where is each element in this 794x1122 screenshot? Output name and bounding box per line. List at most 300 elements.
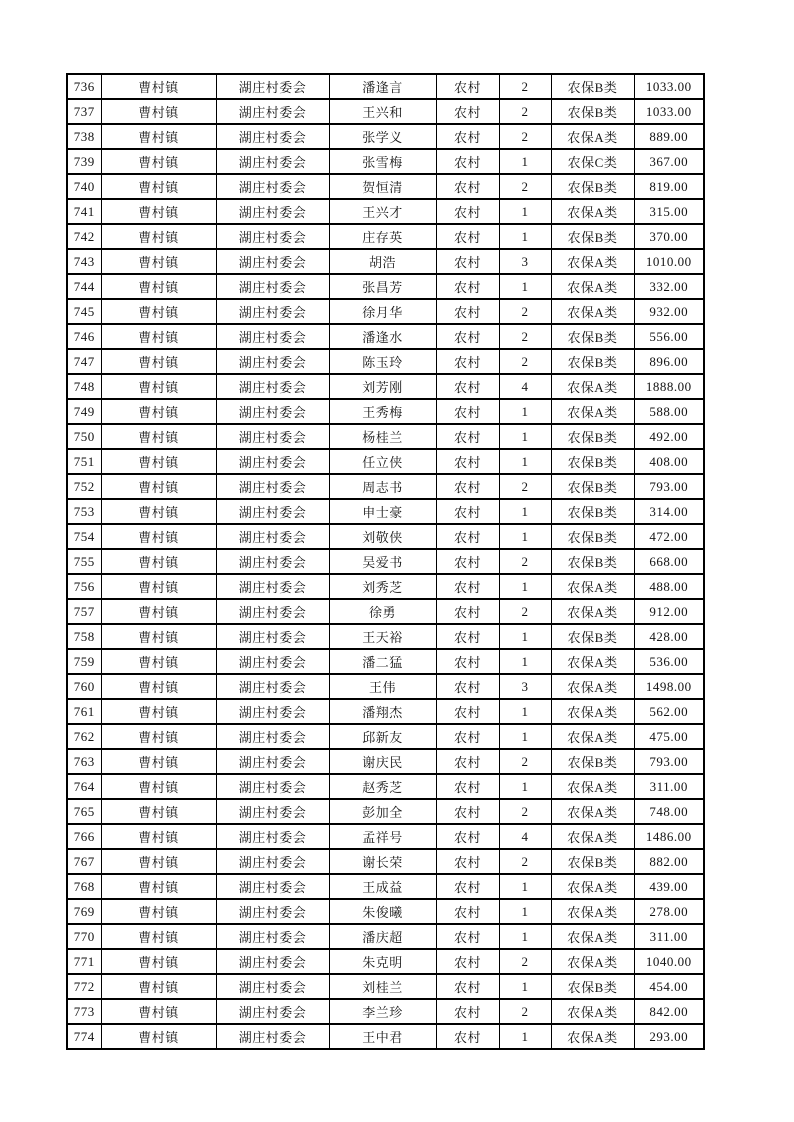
cell-village: 湖庄村委会 [216, 549, 329, 574]
cell-residence-type: 农村 [436, 974, 499, 999]
cell-town: 曹村镇 [101, 874, 216, 899]
cell-insurance-category: 农保A类 [551, 924, 634, 949]
cell-residence-type: 农村 [436, 799, 499, 824]
cell-person-name: 王伟 [329, 674, 436, 699]
cell-person-count: 1 [499, 449, 551, 474]
cell-village: 湖庄村委会 [216, 899, 329, 924]
table-row [67, 99, 704, 124]
table-row [67, 874, 704, 899]
cell-insurance-category: 农保A类 [551, 799, 634, 824]
cell-person-count: 1 [499, 899, 551, 924]
cell-amount: 668.00 [634, 549, 704, 574]
cell-town: 曹村镇 [101, 449, 216, 474]
cell-seq: 756 [67, 574, 101, 599]
cell-person-name: 徐勇 [329, 599, 436, 624]
cell-amount: 1888.00 [634, 374, 704, 399]
cell-town: 曹村镇 [101, 574, 216, 599]
cell-seq: 738 [67, 124, 101, 149]
cell-person-name: 潘庆超 [329, 924, 436, 949]
cell-residence-type: 农村 [436, 499, 499, 524]
cell-amount: 408.00 [634, 449, 704, 474]
cell-person-name: 胡浩 [329, 249, 436, 274]
cell-residence-type: 农村 [436, 349, 499, 374]
cell-person-name: 刘秀芝 [329, 574, 436, 599]
cell-amount: 1033.00 [634, 74, 704, 99]
cell-seq: 758 [67, 624, 101, 649]
cell-amount: 819.00 [634, 174, 704, 199]
cell-amount: 1033.00 [634, 99, 704, 124]
cell-residence-type: 农村 [436, 849, 499, 874]
cell-village: 湖庄村委会 [216, 1024, 329, 1049]
cell-person-name: 刘敬侠 [329, 524, 436, 549]
cell-amount: 588.00 [634, 399, 704, 424]
cell-person-count: 2 [499, 949, 551, 974]
cell-village: 湖庄村委会 [216, 824, 329, 849]
cell-amount: 428.00 [634, 624, 704, 649]
cell-person-name: 张昌芳 [329, 274, 436, 299]
cell-village: 湖庄村委会 [216, 149, 329, 174]
table-row [67, 1024, 704, 1049]
cell-seq: 762 [67, 724, 101, 749]
cell-amount: 556.00 [634, 324, 704, 349]
cell-seq: 764 [67, 774, 101, 799]
cell-person-count: 4 [499, 824, 551, 849]
cell-person-count: 2 [499, 99, 551, 124]
cell-village: 湖庄村委会 [216, 974, 329, 999]
cell-person-count: 1 [499, 699, 551, 724]
cell-person-count: 1 [499, 774, 551, 799]
cell-town: 曹村镇 [101, 299, 216, 324]
cell-insurance-category: 农保A类 [551, 274, 634, 299]
cell-insurance-category: 农保B类 [551, 99, 634, 124]
cell-village: 湖庄村委会 [216, 399, 329, 424]
cell-amount: 1486.00 [634, 824, 704, 849]
table-row [67, 124, 704, 149]
cell-village: 湖庄村委会 [216, 99, 329, 124]
table-row [67, 824, 704, 849]
cell-seq: 751 [67, 449, 101, 474]
cell-person-count: 2 [499, 849, 551, 874]
cell-village: 湖庄村委会 [216, 949, 329, 974]
cell-person-name: 张学义 [329, 124, 436, 149]
table-row [67, 424, 704, 449]
cell-person-name: 朱俊曦 [329, 899, 436, 924]
cell-amount: 475.00 [634, 724, 704, 749]
cell-village: 湖庄村委会 [216, 774, 329, 799]
cell-person-count: 2 [499, 124, 551, 149]
cell-town: 曹村镇 [101, 124, 216, 149]
cell-residence-type: 农村 [436, 749, 499, 774]
cell-seq: 759 [67, 649, 101, 674]
cell-village: 湖庄村委会 [216, 449, 329, 474]
cell-town: 曹村镇 [101, 899, 216, 924]
cell-residence-type: 农村 [436, 649, 499, 674]
cell-insurance-category: 农保A类 [551, 999, 634, 1024]
cell-amount: 492.00 [634, 424, 704, 449]
cell-village: 湖庄村委会 [216, 849, 329, 874]
cell-seq: 769 [67, 899, 101, 924]
cell-amount: 748.00 [634, 799, 704, 824]
table-row [67, 349, 704, 374]
cell-person-name: 吴爱书 [329, 549, 436, 574]
cell-village: 湖庄村委会 [216, 374, 329, 399]
cell-person-count: 2 [499, 999, 551, 1024]
cell-town: 曹村镇 [101, 699, 216, 724]
cell-amount: 367.00 [634, 149, 704, 174]
cell-amount: 932.00 [634, 299, 704, 324]
cell-seq: 765 [67, 799, 101, 824]
cell-amount: 278.00 [634, 899, 704, 924]
table-row [67, 924, 704, 949]
cell-person-name: 潘二猛 [329, 649, 436, 674]
cell-seq: 757 [67, 599, 101, 624]
cell-residence-type: 农村 [436, 949, 499, 974]
cell-village: 湖庄村委会 [216, 874, 329, 899]
cell-insurance-category: 农保B类 [551, 449, 634, 474]
cell-amount: 488.00 [634, 574, 704, 599]
cell-amount: 315.00 [634, 199, 704, 224]
cell-town: 曹村镇 [101, 99, 216, 124]
cell-person-name: 邱新友 [329, 724, 436, 749]
cell-residence-type: 农村 [436, 524, 499, 549]
cell-residence-type: 农村 [436, 724, 499, 749]
cell-town: 曹村镇 [101, 149, 216, 174]
cell-person-count: 1 [499, 274, 551, 299]
cell-residence-type: 农村 [436, 74, 499, 99]
table-row [67, 974, 704, 999]
cell-insurance-category: 农保A类 [551, 199, 634, 224]
cell-residence-type: 农村 [436, 224, 499, 249]
cell-seq: 749 [67, 399, 101, 424]
cell-person-count: 1 [499, 874, 551, 899]
cell-town: 曹村镇 [101, 599, 216, 624]
cell-village: 湖庄村委会 [216, 749, 329, 774]
cell-village: 湖庄村委会 [216, 699, 329, 724]
cell-village: 湖庄村委会 [216, 324, 329, 349]
table-row [67, 899, 704, 924]
cell-person-name: 刘桂兰 [329, 974, 436, 999]
cell-amount: 311.00 [634, 924, 704, 949]
cell-insurance-category: 农保B类 [551, 324, 634, 349]
cell-seq: 760 [67, 674, 101, 699]
cell-person-count: 3 [499, 674, 551, 699]
cell-person-name: 潘逢水 [329, 324, 436, 349]
cell-amount: 472.00 [634, 524, 704, 549]
cell-person-count: 1 [499, 974, 551, 999]
cell-insurance-category: 农保B类 [551, 624, 634, 649]
cell-residence-type: 农村 [436, 1024, 499, 1049]
cell-residence-type: 农村 [436, 699, 499, 724]
cell-insurance-category: 农保A类 [551, 399, 634, 424]
cell-town: 曹村镇 [101, 399, 216, 424]
cell-person-count: 1 [499, 649, 551, 674]
table-row [67, 149, 704, 174]
cell-person-name: 刘芳刚 [329, 374, 436, 399]
cell-amount: 454.00 [634, 974, 704, 999]
cell-insurance-category: 农保B类 [551, 499, 634, 524]
cell-residence-type: 农村 [436, 774, 499, 799]
cell-amount: 793.00 [634, 474, 704, 499]
cell-town: 曹村镇 [101, 324, 216, 349]
cell-residence-type: 农村 [436, 574, 499, 599]
cell-insurance-category: 农保A类 [551, 724, 634, 749]
cell-village: 湖庄村委会 [216, 624, 329, 649]
cell-person-name: 王兴和 [329, 99, 436, 124]
cell-town: 曹村镇 [101, 424, 216, 449]
cell-amount: 311.00 [634, 774, 704, 799]
cell-seq: 745 [67, 299, 101, 324]
cell-person-count: 2 [499, 74, 551, 99]
cell-residence-type: 农村 [436, 124, 499, 149]
cell-person-name: 杨桂兰 [329, 424, 436, 449]
cell-person-count: 1 [499, 424, 551, 449]
cell-village: 湖庄村委会 [216, 124, 329, 149]
cell-seq: 737 [67, 99, 101, 124]
cell-town: 曹村镇 [101, 774, 216, 799]
cell-person-count: 2 [499, 749, 551, 774]
cell-seq: 743 [67, 249, 101, 274]
cell-insurance-category: 农保B类 [551, 474, 634, 499]
cell-village: 湖庄村委会 [216, 249, 329, 274]
cell-person-count: 1 [499, 399, 551, 424]
cell-person-count: 1 [499, 924, 551, 949]
cell-village: 湖庄村委会 [216, 424, 329, 449]
cell-person-count: 3 [499, 249, 551, 274]
cell-amount: 562.00 [634, 699, 704, 724]
cell-town: 曹村镇 [101, 349, 216, 374]
cell-insurance-category: 农保B类 [551, 974, 634, 999]
table-row [67, 724, 704, 749]
cell-village: 湖庄村委会 [216, 499, 329, 524]
table-row [67, 849, 704, 874]
cell-person-count: 1 [499, 524, 551, 549]
cell-amount: 1010.00 [634, 249, 704, 274]
cell-residence-type: 农村 [436, 249, 499, 274]
cell-amount: 896.00 [634, 349, 704, 374]
cell-seq: 742 [67, 224, 101, 249]
table-row [67, 474, 704, 499]
cell-seq: 747 [67, 349, 101, 374]
cell-insurance-category: 农保A类 [551, 874, 634, 899]
cell-seq: 748 [67, 374, 101, 399]
cell-town: 曹村镇 [101, 624, 216, 649]
cell-amount: 332.00 [634, 274, 704, 299]
cell-seq: 767 [67, 849, 101, 874]
table-row [67, 699, 704, 724]
cell-village: 湖庄村委会 [216, 74, 329, 99]
cell-person-name: 王天裕 [329, 624, 436, 649]
cell-person-name: 王秀梅 [329, 399, 436, 424]
cell-town: 曹村镇 [101, 274, 216, 299]
cell-residence-type: 农村 [436, 874, 499, 899]
cell-village: 湖庄村委会 [216, 524, 329, 549]
cell-amount: 1498.00 [634, 674, 704, 699]
cell-person-name: 徐月华 [329, 299, 436, 324]
cell-insurance-category: 农保A类 [551, 599, 634, 624]
cell-person-name: 孟祥号 [329, 824, 436, 849]
cell-insurance-category: 农保C类 [551, 149, 634, 174]
table-row [67, 249, 704, 274]
cell-insurance-category: 农保A类 [551, 649, 634, 674]
cell-insurance-category: 农保B类 [551, 174, 634, 199]
cell-person-count: 2 [499, 324, 551, 349]
cell-town: 曹村镇 [101, 724, 216, 749]
cell-town: 曹村镇 [101, 749, 216, 774]
cell-residence-type: 农村 [436, 299, 499, 324]
cell-seq: 770 [67, 924, 101, 949]
cell-town: 曹村镇 [101, 249, 216, 274]
cell-person-count: 1 [499, 149, 551, 174]
cell-insurance-category: 农保B类 [551, 224, 634, 249]
cell-residence-type: 农村 [436, 549, 499, 574]
cell-insurance-category: 农保A类 [551, 949, 634, 974]
table-row [67, 524, 704, 549]
cell-amount: 912.00 [634, 599, 704, 624]
cell-person-name: 潘逢言 [329, 74, 436, 99]
cell-person-count: 1 [499, 499, 551, 524]
table-row [67, 749, 704, 774]
cell-residence-type: 农村 [436, 374, 499, 399]
cell-village: 湖庄村委会 [216, 299, 329, 324]
cell-amount: 536.00 [634, 649, 704, 674]
cell-amount: 842.00 [634, 999, 704, 1024]
cell-town: 曹村镇 [101, 474, 216, 499]
cell-amount: 314.00 [634, 499, 704, 524]
cell-residence-type: 农村 [436, 149, 499, 174]
cell-seq: 772 [67, 974, 101, 999]
cell-village: 湖庄村委会 [216, 674, 329, 699]
cell-town: 曹村镇 [101, 849, 216, 874]
cell-insurance-category: 农保B类 [551, 349, 634, 374]
cell-amount: 793.00 [634, 749, 704, 774]
cell-village: 湖庄村委会 [216, 724, 329, 749]
cell-residence-type: 农村 [436, 174, 499, 199]
cell-person-name: 谢长荣 [329, 849, 436, 874]
cell-amount: 370.00 [634, 224, 704, 249]
table-row [67, 449, 704, 474]
table-row [67, 299, 704, 324]
cell-village: 湖庄村委会 [216, 649, 329, 674]
cell-person-name: 王中君 [329, 1024, 436, 1049]
cell-residence-type: 农村 [436, 474, 499, 499]
cell-person-name: 王兴才 [329, 199, 436, 224]
cell-town: 曹村镇 [101, 174, 216, 199]
cell-person-name: 周志书 [329, 474, 436, 499]
cell-seq: 763 [67, 749, 101, 774]
cell-seq: 768 [67, 874, 101, 899]
table-row [67, 999, 704, 1024]
cell-person-count: 2 [499, 174, 551, 199]
cell-town: 曹村镇 [101, 674, 216, 699]
cell-insurance-category: 农保A类 [551, 899, 634, 924]
cell-insurance-category: 农保B类 [551, 749, 634, 774]
cell-seq: 761 [67, 699, 101, 724]
cell-town: 曹村镇 [101, 949, 216, 974]
cell-amount: 293.00 [634, 1024, 704, 1049]
cell-amount: 882.00 [634, 849, 704, 874]
cell-village: 湖庄村委会 [216, 574, 329, 599]
cell-town: 曹村镇 [101, 499, 216, 524]
table-row [67, 324, 704, 349]
cell-person-name: 王成益 [329, 874, 436, 899]
cell-seq: 771 [67, 949, 101, 974]
table-row [67, 224, 704, 249]
cell-insurance-category: 农保A类 [551, 249, 634, 274]
cell-person-name: 赵秀芝 [329, 774, 436, 799]
cell-town: 曹村镇 [101, 199, 216, 224]
cell-town: 曹村镇 [101, 524, 216, 549]
cell-town: 曹村镇 [101, 999, 216, 1024]
cell-village: 湖庄村委会 [216, 999, 329, 1024]
cell-person-count: 1 [499, 199, 551, 224]
cell-person-name: 申士豪 [329, 499, 436, 524]
cell-insurance-category: 农保A类 [551, 574, 634, 599]
cell-seq: 741 [67, 199, 101, 224]
cell-person-name: 张雪梅 [329, 149, 436, 174]
cell-person-count: 1 [499, 224, 551, 249]
cell-person-count: 2 [499, 474, 551, 499]
cell-residence-type: 农村 [436, 199, 499, 224]
cell-insurance-category: 农保A类 [551, 1024, 634, 1049]
table-row [67, 774, 704, 799]
cell-village: 湖庄村委会 [216, 349, 329, 374]
cell-town: 曹村镇 [101, 74, 216, 99]
cell-insurance-category: 农保A类 [551, 299, 634, 324]
cell-person-name: 庄存英 [329, 224, 436, 249]
cell-town: 曹村镇 [101, 824, 216, 849]
cell-person-count: 2 [499, 799, 551, 824]
cell-residence-type: 农村 [436, 424, 499, 449]
cell-residence-type: 农村 [436, 999, 499, 1024]
table-row [67, 174, 704, 199]
table-row [67, 599, 704, 624]
cell-amount: 1040.00 [634, 949, 704, 974]
cell-person-name: 贺恒清 [329, 174, 436, 199]
cell-person-name: 潘翔杰 [329, 699, 436, 724]
cell-person-name: 任立侠 [329, 449, 436, 474]
cell-person-name: 彭加全 [329, 799, 436, 824]
cell-person-count: 2 [499, 549, 551, 574]
cell-person-count: 1 [499, 624, 551, 649]
cell-insurance-category: 农保B类 [551, 549, 634, 574]
cell-residence-type: 农村 [436, 624, 499, 649]
cell-village: 湖庄村委会 [216, 924, 329, 949]
table-row [67, 399, 704, 424]
cell-village: 湖庄村委会 [216, 799, 329, 824]
cell-seq: 740 [67, 174, 101, 199]
cell-amount: 439.00 [634, 874, 704, 899]
cell-seq: 773 [67, 999, 101, 1024]
cell-seq: 744 [67, 274, 101, 299]
cell-seq: 754 [67, 524, 101, 549]
cell-residence-type: 农村 [436, 449, 499, 474]
table-row [67, 549, 704, 574]
cell-seq: 774 [67, 1024, 101, 1049]
cell-village: 湖庄村委会 [216, 274, 329, 299]
cell-person-count: 2 [499, 349, 551, 374]
cell-person-name: 李兰珍 [329, 999, 436, 1024]
cell-residence-type: 农村 [436, 599, 499, 624]
cell-amount: 889.00 [634, 124, 704, 149]
cell-person-count: 1 [499, 574, 551, 599]
cell-insurance-category: 农保B类 [551, 424, 634, 449]
cell-residence-type: 农村 [436, 324, 499, 349]
cell-seq: 746 [67, 324, 101, 349]
table-row [67, 74, 704, 99]
cell-person-name: 朱克明 [329, 949, 436, 974]
table-row [67, 574, 704, 599]
cell-town: 曹村镇 [101, 374, 216, 399]
